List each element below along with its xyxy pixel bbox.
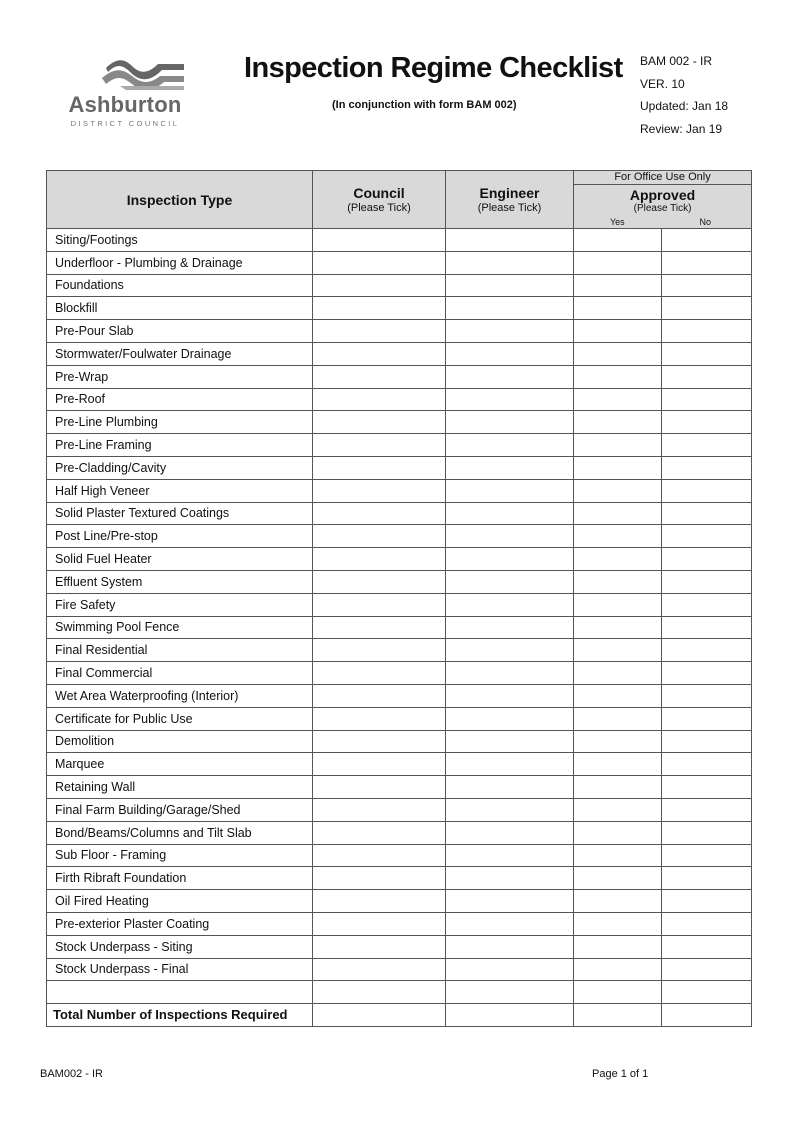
inspection-type-cell: Fire Safety [47,593,313,616]
approved-no-cell[interactable] [662,411,752,434]
approved-no-cell[interactable] [662,456,752,479]
header-council-label: Council [353,184,405,201]
inspection-type-cell: Demolition [47,730,313,753]
approved-yes-cell[interactable] [574,821,662,844]
engineer-tick-cell[interactable] [446,616,574,639]
table-row [47,274,752,297]
engineer-tick-cell[interactable] [446,753,574,776]
inspection-type-cell: Final Commercial [47,662,313,685]
engineer-tick-cell[interactable] [446,593,574,616]
council-tick-cell[interactable] [313,798,446,821]
table-row [47,411,752,434]
approved-yes-cell[interactable] [574,274,662,297]
yes-label: Yes [610,217,625,227]
approved-yes-cell[interactable] [574,388,662,411]
engineer-tick-cell[interactable] [446,821,574,844]
engineer-tick-cell[interactable] [446,320,574,343]
table-row [47,958,752,981]
approved-no-cell[interactable] [662,365,752,388]
approved-no-cell[interactable] [662,548,752,571]
engineer-tick-cell[interactable] [446,935,574,958]
total-row [47,1004,752,1027]
engineer-tick-cell[interactable] [446,342,574,365]
council-tick-cell[interactable] [313,776,446,799]
inspection-type-cell: Final Farm Building/Garage/Shed [47,798,313,821]
council-tick-cell[interactable] [313,912,446,935]
inspection-type-cell: Stock Underpass - Final [47,958,313,981]
approved-no-cell[interactable] [662,388,752,411]
approved-no-cell[interactable] [662,639,752,662]
inspection-type-cell [47,981,313,1004]
table-row [47,912,752,935]
approved-yes-cell[interactable] [574,251,662,274]
inspection-type-cell: Sub Floor - Framing [47,844,313,867]
inspection-type-cell: Pre-Line Plumbing [47,411,313,434]
header-inspection-type: Inspection Type [47,171,313,229]
inspection-type-cell: Pre-Roof [47,388,313,411]
council-tick-cell[interactable] [313,890,446,913]
updated-date: Updated: Jan 18 [640,99,729,113]
approved-no-cell[interactable] [662,251,752,274]
checklist-rows [47,229,752,1027]
approved-no-cell[interactable] [662,844,752,867]
table-row [47,229,752,252]
engineer-tick-cell[interactable] [446,525,574,548]
inspection-type-cell: Pre-Pour Slab [47,320,313,343]
table-row [47,251,752,274]
approved-yes-cell[interactable] [574,684,662,707]
header-office-use [574,171,752,229]
council-tick-cell[interactable] [313,479,446,502]
inspection-type-cell: Certificate for Public Use [47,707,313,730]
header-engineer [446,171,574,229]
inspection-type-cell: Marquee [47,753,313,776]
table-row [47,388,752,411]
inspection-type-cell: Foundations [47,274,313,297]
engineer-tick-cell[interactable] [446,434,574,457]
total-yes-cell[interactable] [574,1004,662,1027]
engineer-tick-cell[interactable] [446,479,574,502]
inspection-type-cell: Pre-Line Framing [47,434,313,457]
inspection-type-cell: Swimming Pool Fence [47,616,313,639]
approved-no-cell[interactable] [662,981,752,1004]
council-tick-cell[interactable] [313,639,446,662]
inspection-type-cell: Oil Fired Heating [47,890,313,913]
inspection-type-cell: Stormwater/Foulwater Drainage [47,342,313,365]
approved-no-cell[interactable] [662,593,752,616]
council-tick-cell[interactable] [313,297,446,320]
table-row [47,479,752,502]
inspection-type-cell: Retaining Wall [47,776,313,799]
document-meta [640,52,728,142]
approved-no-cell[interactable] [662,935,752,958]
council-tick-cell[interactable] [313,251,446,274]
engineer-tick-cell[interactable] [446,981,574,1004]
engineer-tick-cell[interactable] [446,570,574,593]
table-row [47,662,752,685]
approved-yes-cell[interactable] [574,912,662,935]
council-tick-cell[interactable] [313,844,446,867]
approved-yes-cell[interactable] [574,798,662,821]
approved-yes-cell[interactable] [574,981,662,1004]
approved-no-cell[interactable] [662,502,752,525]
approved-yes-cell[interactable] [574,548,662,571]
engineer-tick-cell[interactable] [446,958,574,981]
council-tick-cell[interactable] [313,502,446,525]
engineer-tick-cell[interactable] [446,639,574,662]
approved-no-cell[interactable] [662,525,752,548]
total-council-cell[interactable] [313,1004,446,1027]
table-row [47,548,752,571]
table-row [47,456,752,479]
council-tick-cell[interactable] [313,411,446,434]
council-tick-cell[interactable] [313,593,446,616]
no-label: No [699,217,712,227]
approved-no-cell[interactable] [662,479,752,502]
approved-no-cell[interactable] [662,570,752,593]
approved-yes-cell[interactable] [574,570,662,593]
table-row [47,502,752,525]
table-row [47,593,752,616]
approved-yes-cell[interactable] [574,844,662,867]
council-tick-cell[interactable] [313,821,446,844]
council-tick-cell[interactable] [313,730,446,753]
total-engineer-cell[interactable] [446,1004,574,1027]
approved-no-cell[interactable] [662,867,752,890]
engineer-tick-cell[interactable] [446,662,574,685]
approved-no-cell[interactable] [662,684,752,707]
review-date: Review: Jan 19 [640,121,723,136]
approved-yes-cell[interactable] [574,320,662,343]
council-tick-cell[interactable] [313,616,446,639]
approved-yes-cell[interactable] [574,229,662,252]
approved-no-cell[interactable] [662,274,752,297]
inspection-type-cell: Blockfill [47,297,313,320]
table-row [47,525,752,548]
approved-no-cell[interactable] [662,958,752,981]
engineer-tick-cell[interactable] [446,251,574,274]
table-row [47,776,752,799]
inspection-type-cell: Solid Fuel Heater [47,548,313,571]
table-row [47,730,752,753]
engineer-tick-cell[interactable] [446,867,574,890]
approved-no-cell[interactable] [662,912,752,935]
engineer-tick-cell[interactable] [446,297,574,320]
logo-name: Ashburton [68,92,182,117]
approved-header [574,185,751,228]
engineer-tick-cell[interactable] [446,388,574,411]
inspection-checklist-table [46,170,752,1027]
inspection-type-cell: Final Residential [47,639,313,662]
approved-yes-cell[interactable] [574,707,662,730]
approved-label: Approved [629,187,696,203]
inspection-type-cell: Pre-Cladding/Cavity [47,456,313,479]
approved-no-cell[interactable] [662,662,752,685]
inspection-type-cell: Underfloor - Plumbing & Drainage [47,251,313,274]
engineer-tick-cell[interactable] [446,776,574,799]
approved-yes-cell[interactable] [574,297,662,320]
engineer-tick-cell[interactable] [446,844,574,867]
approved-no-cell[interactable] [662,434,752,457]
inspection-type-cell: Pre-exterior Plaster Coating [47,912,313,935]
table-row [47,707,752,730]
approved-no-cell[interactable] [662,798,752,821]
inspection-type-cell: Pre-Wrap [47,365,313,388]
approved-no-cell[interactable] [662,320,752,343]
engineer-tick-cell[interactable] [446,365,574,388]
table-row [47,935,752,958]
approved-yes-cell[interactable] [574,753,662,776]
engineer-tick-cell[interactable] [446,456,574,479]
form-code: BAM 002 - IR [640,54,713,68]
approved-yes-cell[interactable] [574,958,662,981]
approved-no-cell[interactable] [662,342,752,365]
engineer-tick-cell[interactable] [446,798,574,821]
approved-yes-cell[interactable] [574,935,662,958]
inspection-type-cell: Firth Ribraft Foundation [47,867,313,890]
waves-logo-icon [62,58,190,92]
council-tick-cell[interactable] [313,342,446,365]
council-tick-cell[interactable] [313,434,446,457]
engineer-tick-cell[interactable] [446,707,574,730]
council-tick-cell[interactable] [313,867,446,890]
header-council-note: (Please Tick) [347,201,411,214]
table-row [47,365,752,388]
inspection-type-cell: Wet Area Waterproofing (Interior) [47,684,313,707]
table-row [47,844,752,867]
approved-yes-cell[interactable] [574,502,662,525]
table-row [47,821,752,844]
council-tick-cell[interactable] [313,274,446,297]
council-tick-cell[interactable] [313,320,446,343]
inspection-type-cell: Post Line/Pre-stop [47,525,313,548]
page-title: Inspection Regime Checklist [244,52,623,84]
header-engineer-note: (Please Tick) [477,201,542,214]
council-tick-cell[interactable] [313,388,446,411]
table-row [47,570,752,593]
council-tick-cell[interactable] [313,662,446,685]
total-label: Total Number of Inspections Required [47,1004,313,1027]
table-row [47,639,752,662]
header-engineer-label: Engineer [479,184,540,201]
table-row [47,684,752,707]
approved-yes-cell[interactable] [574,776,662,799]
engineer-tick-cell[interactable] [446,890,574,913]
engineer-tick-cell[interactable] [446,411,574,434]
approved-yes-cell[interactable] [574,867,662,890]
approved-no-cell[interactable] [662,707,752,730]
approved-yes-cell[interactable] [574,411,662,434]
office-use-label: For Office Use Only [574,171,751,185]
approved-no-cell[interactable] [662,821,752,844]
footer-form-code: BAM002 - IR [40,1068,103,1080]
table-row [47,320,752,343]
council-tick-cell[interactable] [313,935,446,958]
council-tick-cell[interactable] [313,570,446,593]
approved-yes-cell[interactable] [574,616,662,639]
engineer-tick-cell[interactable] [446,684,574,707]
header-council [313,171,446,229]
inspection-type-cell: Solid Plaster Textured Coatings [47,502,313,525]
version: VER. 10 [640,76,685,91]
inspection-type-cell: Siting/Footings [47,229,313,252]
table-row [47,867,752,890]
approved-no-cell[interactable] [662,730,752,753]
approved-yes-cell[interactable] [574,434,662,457]
approved-yes-cell[interactable] [574,730,662,753]
table-row [47,753,752,776]
council-tick-cell[interactable] [313,753,446,776]
engineer-tick-cell[interactable] [446,274,574,297]
council-tick-cell[interactable] [313,958,446,981]
council-tick-cell[interactable] [313,707,446,730]
table-row [47,297,752,320]
council-tick-cell[interactable] [313,456,446,479]
table-row [47,798,752,821]
table-row [47,434,752,457]
approved-yes-cell[interactable] [574,525,662,548]
approved-yes-cell[interactable] [574,365,662,388]
table-row [47,342,752,365]
council-tick-cell[interactable] [313,548,446,571]
approved-yes-cell[interactable] [574,456,662,479]
table-row [47,981,752,1004]
table-row [47,890,752,913]
approved-no-cell[interactable] [662,616,752,639]
approved-yes-cell[interactable] [574,639,662,662]
engineer-tick-cell[interactable] [446,730,574,753]
logo-subtitle: DISTRICT COUNCIL [70,119,180,128]
council-logo [62,58,190,132]
inspection-type-cell: Effluent System [47,570,313,593]
engineer-tick-cell[interactable] [446,502,574,525]
council-tick-cell[interactable] [313,981,446,1004]
approved-yes-cell[interactable] [574,479,662,502]
engineer-tick-cell[interactable] [446,548,574,571]
approved-no-cell[interactable] [662,890,752,913]
approved-yes-cell[interactable] [574,890,662,913]
table-row [47,616,752,639]
approved-no-cell[interactable] [662,297,752,320]
footer-page-number: Page 1 of 1 [592,1068,649,1080]
approved-no-cell[interactable] [662,753,752,776]
engineer-tick-cell[interactable] [446,229,574,252]
page-subtitle: (In conjunction with form BAM 002) [332,99,517,111]
approved-note: (Please Tick) [633,203,692,214]
council-tick-cell[interactable] [313,525,446,548]
engineer-tick-cell[interactable] [446,912,574,935]
inspection-type-cell: Bond/Beams/Columns and Tilt Slab [47,821,313,844]
approved-yes-cell[interactable] [574,593,662,616]
inspection-type-cell: Half High Veneer [47,479,313,502]
council-tick-cell[interactable] [313,365,446,388]
inspection-type-cell: Stock Underpass - Siting [47,935,313,958]
council-tick-cell[interactable] [313,684,446,707]
approved-yes-cell[interactable] [574,662,662,685]
approved-yes-cell[interactable] [574,342,662,365]
total-no-cell[interactable] [662,1004,752,1027]
council-tick-cell[interactable] [313,229,446,252]
approved-no-cell[interactable] [662,776,752,799]
approved-no-cell[interactable] [662,229,752,252]
